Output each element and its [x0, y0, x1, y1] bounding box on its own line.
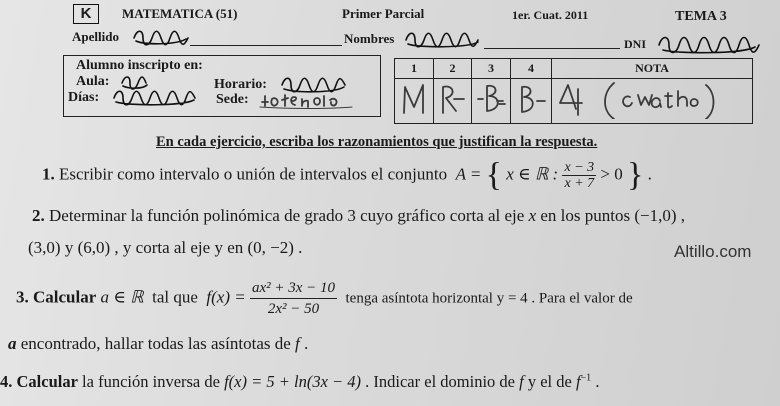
apellido-line: [190, 45, 342, 46]
sede-handwriting: [258, 90, 354, 110]
q1-brace-open: {: [485, 156, 502, 194]
q1-frac-num: x − 3: [564, 160, 595, 175]
q1-set-mid: x ∈ ℝ :: [506, 164, 559, 184]
term-label: 1er. Cuat. 2011: [512, 8, 589, 22]
dias-label: Días:: [68, 90, 100, 105]
q3-tal: tal que: [152, 287, 198, 307]
question-1: [42, 156, 652, 194]
q3-rest: tenga asíntota horizontal y = 4 . Para el valor de: [345, 290, 633, 307]
watermark: Altillo.com: [674, 242, 752, 261]
q2-point1: (−1,0) ,: [634, 206, 686, 225]
q1-end: .: [647, 164, 652, 184]
instruction-text: En cada ejercicio, escriba los razonamientos que justifican la respuesta.: [156, 134, 598, 150]
grade-mark-3: [472, 79, 510, 119]
aula-label: Aula:: [76, 74, 110, 89]
question-3-line-1: [16, 278, 633, 319]
q4-end: .: [595, 372, 600, 391]
q3-fraction: [250, 278, 337, 319]
question-1-text: Escribir como intervalo o unión de intervalos el conjunto: [59, 164, 448, 184]
sede-label: Sede:: [216, 92, 249, 107]
grade-header-4: 4: [511, 59, 552, 79]
subject-title: MATEMATICA (51): [122, 6, 238, 21]
nombre-scribble: [402, 28, 484, 50]
dias-scribble: [110, 86, 202, 108]
grade-cell-3: [472, 79, 511, 124]
dni-label: DNI: [624, 37, 647, 51]
apellido-scribble: [130, 26, 192, 48]
q2-line1b: en los puntos: [540, 206, 631, 225]
q3-a-in-r: a ∈ ℝ: [100, 287, 144, 307]
q3-frac-num: ax² + 3x − 10: [250, 278, 337, 299]
apellido-label: Apellido: [72, 29, 119, 44]
question-3-line-2: [8, 334, 308, 354]
q4-rest2: y el de: [527, 372, 572, 391]
exam-title: Primer Parcial: [342, 6, 425, 21]
q2-axis-x: x: [528, 206, 537, 225]
q3-line2-end: .: [304, 334, 309, 353]
horario-label: Horario:: [214, 77, 267, 92]
k-box: K: [73, 4, 99, 24]
grade-header-nota: NOTA: [552, 59, 753, 79]
question-3-number: 3.: [16, 287, 29, 307]
grade-cell-4: [511, 79, 552, 124]
grade-cell-nota: [552, 79, 753, 124]
q4-text: la función inversa de: [82, 372, 220, 391]
question-2-line-1: [32, 206, 685, 226]
grade-mark-1: [395, 79, 433, 119]
q3-line2-text: encontrado, hallar todas las asíntotas de: [20, 334, 291, 353]
q4-func: f(x) = 5 + ln(3x − 4): [224, 372, 362, 391]
student-box-title: Alumno inscripto en:: [76, 58, 203, 73]
question-4-number: 4.: [0, 372, 13, 391]
q4-finv: f: [575, 372, 581, 391]
dni-scribble: [655, 32, 767, 56]
q3-fx: f(x) =: [206, 287, 246, 307]
q3-line2-f: f: [295, 334, 300, 353]
q1-set-cond: > 0: [600, 164, 623, 184]
grade-mark-4: [511, 79, 551, 119]
grade-header-3: 3: [472, 59, 511, 79]
q1-fraction: [562, 160, 596, 191]
question-2-number: 2.: [32, 206, 45, 225]
question-4: [0, 372, 599, 392]
q1-frac-den: x + 7: [564, 176, 595, 191]
q3-calc: Calcular: [33, 287, 97, 307]
tema-label: TEMA 3: [675, 9, 727, 24]
q4-finv-sup: −1: [580, 372, 592, 384]
grade-header-1: 1: [395, 59, 434, 79]
grade-mark-nota: [552, 79, 752, 119]
q4-rest: . Indicar el dominio de: [365, 372, 515, 391]
q4-calc: Calcular: [16, 372, 78, 391]
grade-cell-2: [434, 79, 472, 124]
grade-header-2: 2: [434, 59, 472, 79]
question-1-number: 1.: [42, 164, 55, 184]
grade-mark-2: [434, 79, 471, 119]
question-2-line-2: (3,0) y (6,0) , y corta al eje y en (0, −2) .: [28, 238, 303, 257]
question-2-text: Determinar la función polinómica de grado 3 cuyo gráfico corta al eje: [49, 206, 525, 225]
q1-set-lhs: A =: [455, 164, 482, 184]
grades-table: [394, 58, 753, 124]
q3-line2-a: a: [8, 334, 17, 353]
nombre-label: Nombres: [344, 31, 395, 46]
grade-cell-1: [395, 79, 434, 124]
q3-frac-den: 2x² − 50: [267, 301, 320, 317]
nombre-line: [484, 48, 620, 49]
q1-brace-close: }: [627, 156, 644, 194]
q4-f1: f: [519, 372, 524, 391]
